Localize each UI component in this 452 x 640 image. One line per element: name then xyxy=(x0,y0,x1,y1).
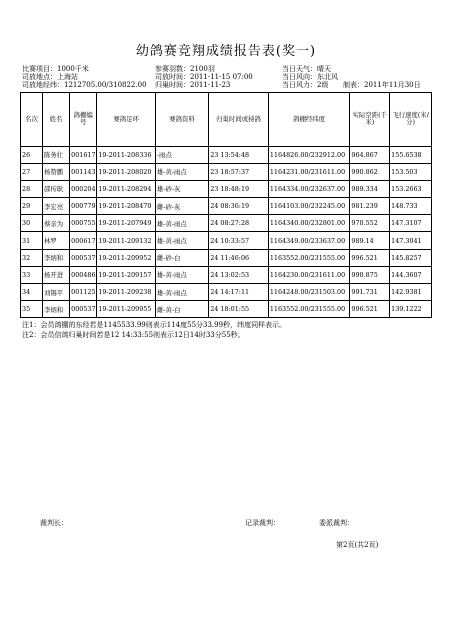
table-row xyxy=(21,180,432,197)
info-weather: 当日天气：晴天 xyxy=(282,65,331,73)
table-row xyxy=(21,232,432,249)
header-return-time: 归巢时间或持鸽 xyxy=(209,93,269,147)
info-release-site: 司放地点：上海站 xyxy=(22,73,78,81)
info-return-time: 归巢时间：2011-11-23 xyxy=(155,81,231,89)
ring-cell: 19-2011-209952 xyxy=(97,249,156,266)
loft-id-cell: 000204 xyxy=(70,180,97,197)
rank-cell: 32 xyxy=(21,249,43,266)
clock-time-cell: 23 18:57:37 xyxy=(209,163,269,180)
info-coordinates: 司放地经纬：1212705.00/310822.00 xyxy=(22,81,147,89)
name-cell: 陈务壮 xyxy=(42,146,69,163)
distance-cell: 981.239 xyxy=(350,198,390,215)
clock-time-cell: 24 11:46:06 xyxy=(209,249,269,266)
header-speed: 飞行速度(米/分) xyxy=(390,93,432,147)
results-table xyxy=(20,92,432,318)
loft-id-cell: 000537 xyxy=(70,301,97,318)
rank-cell: 28 xyxy=(21,180,43,197)
pigeon-info-cell: -雨点 xyxy=(155,146,208,163)
loft-coords-cell: 1164349.00/233637.00 xyxy=(268,232,350,249)
name-cell: 李炳和 xyxy=(42,249,69,266)
speed-cell: 142.9381 xyxy=(390,284,432,301)
loft-id-cell: 000537 xyxy=(70,249,97,266)
distance-cell: 996.521 xyxy=(350,249,390,266)
name-cell: 李炳和 xyxy=(42,301,69,318)
loft-id-cell: 001125 xyxy=(70,284,97,301)
header-loft-coords: 鸽棚经纬度 xyxy=(268,93,350,147)
speed-cell: 147.3107 xyxy=(390,215,432,232)
ring-cell: 19-2011-208336 xyxy=(97,146,156,163)
loft-id-cell: 001617 xyxy=(70,146,97,163)
name-cell: 李宏亮 xyxy=(42,198,69,215)
name-cell: 刘锡平 xyxy=(42,284,69,301)
rank-cell: 33 xyxy=(21,266,43,283)
ring-cell: 19-2011-208294 xyxy=(97,180,156,197)
rank-cell: 31 xyxy=(21,232,43,249)
table-row xyxy=(21,249,432,266)
distance-cell: 990.875 xyxy=(350,266,390,283)
distance-cell: 964.867 xyxy=(350,146,390,163)
speed-cell: 147.3041 xyxy=(390,232,432,249)
loft-coords-cell: 1164248.00/231503.00 xyxy=(268,284,350,301)
distance-cell: 970.552 xyxy=(350,215,390,232)
note-2: 注2：会员信鸽归巢时间若是12 14:33:55则表示12日14时33分55秒。 xyxy=(22,331,245,339)
ring-cell: 19-2011-207949 xyxy=(97,215,156,232)
table-row xyxy=(21,163,432,180)
speed-cell: 153.2663 xyxy=(390,180,432,197)
notes xyxy=(22,320,286,340)
rank-cell: 29 xyxy=(21,198,43,215)
table-row xyxy=(21,266,432,283)
info-wind-direction: 当日风向：东北风 xyxy=(282,73,338,81)
loft-coords-cell: 1164230.00/231611.00 xyxy=(268,266,350,283)
header-distance: 实际空距(千米) xyxy=(350,93,390,147)
ring-cell: 19-2011-208020 xyxy=(97,163,156,180)
pigeon-info-cell: 雌-砂-白 xyxy=(155,249,208,266)
name-cell: 邵传耿 xyxy=(42,180,69,197)
ring-cell: 19-2011-209955 xyxy=(97,301,156,318)
report-title: 幼鸽赛竞翔成绩报告表(奖一) xyxy=(135,44,317,59)
distance-cell: 989.14 xyxy=(350,232,390,249)
loft-coords-cell: 1164340.00/232801.00 xyxy=(268,215,350,232)
rank-cell: 35 xyxy=(21,301,43,318)
info-project: 比赛项目：1000千米 xyxy=(22,65,89,73)
clock-time-cell: 24 14:17:11 xyxy=(209,284,269,301)
loft-coords-cell: 1164826.00/232912.00 xyxy=(268,146,350,163)
clock-time-cell: 23 13:54:48 xyxy=(209,146,269,163)
loft-id-cell: 001143 xyxy=(70,163,97,180)
header-ring: 赛鸽足环 xyxy=(97,93,156,147)
ring-cell: 19-2011-209157 xyxy=(97,266,156,283)
table-header-row xyxy=(21,93,432,147)
speed-cell: 155.6538 xyxy=(390,146,432,163)
table-row xyxy=(21,146,432,163)
signature-recorder: 记录裁判： xyxy=(245,519,280,527)
pigeon-info-cell: 雄-黄-雨点 xyxy=(155,266,208,283)
loft-coords-cell: 1163552.00/231555.00 xyxy=(268,249,350,266)
loft-coords-cell: 1164231.00/231611.00 xyxy=(268,163,350,180)
pigeon-info-cell: 雌-黄-白 xyxy=(155,301,208,318)
ring-cell: 19-2011-209238 xyxy=(97,284,156,301)
rank-cell: 34 xyxy=(21,284,43,301)
info-wind-force: 当日风力：2级 xyxy=(282,81,329,89)
info-entries: 参赛羽数：2100羽 xyxy=(155,65,215,73)
table-row xyxy=(21,301,432,318)
pigeon-info-cell: 雄-黄-雨点 xyxy=(155,215,208,232)
pigeon-info-cell: 雄-砂-灰 xyxy=(155,180,208,197)
rank-cell: 30 xyxy=(21,215,43,232)
clock-time-cell: 24 08:27:28 xyxy=(209,215,269,232)
signature-committee: 委派裁判： xyxy=(319,519,354,527)
loft-id-cell: 000617 xyxy=(70,232,97,249)
speed-cell: 153.503 xyxy=(390,163,432,180)
distance-cell: 990.862 xyxy=(350,163,390,180)
rank-cell: 26 xyxy=(21,146,43,163)
loft-coords-cell: 1163552.00/231555.00 xyxy=(268,301,350,318)
header-name: 姓名 xyxy=(42,93,69,147)
ring-cell: 19-2011-208470 xyxy=(97,198,156,215)
distance-cell: 996.521 xyxy=(350,301,390,318)
signature-referee: 裁判长： xyxy=(40,519,68,527)
clock-time-cell: 24 13:02:53 xyxy=(209,266,269,283)
header-pigeon-info: 赛鸽资料 xyxy=(155,93,208,147)
pigeon-info-cell: 雄-黄-雨点 xyxy=(155,284,208,301)
pigeon-info-cell: 雌-砂-灰 xyxy=(155,198,208,215)
info-made-date: 制表：2011年11月30日 xyxy=(343,81,421,89)
clock-time-cell: 24 18:01:55 xyxy=(209,301,269,318)
name-cell: 杨开进 xyxy=(42,266,69,283)
speed-cell: 139.1222 xyxy=(390,301,432,318)
header-rank: 名次 xyxy=(21,93,43,147)
speed-cell: 144.3607 xyxy=(390,266,432,283)
loft-id-cell: 000755 xyxy=(70,215,97,232)
ring-cell: 19-2011-209132 xyxy=(97,232,156,249)
clock-time-cell: 23 18:48:19 xyxy=(209,180,269,197)
loft-id-cell: 000779 xyxy=(70,198,97,215)
distance-cell: 989.334 xyxy=(350,180,390,197)
clock-time-cell: 24 08:36:19 xyxy=(209,198,269,215)
loft-id-cell: 000486 xyxy=(70,266,97,283)
info-release-time: 司放时间：2011-11-15 07:00 xyxy=(155,73,253,81)
loft-coords-cell: 1164103.00/232245.00 xyxy=(268,198,350,215)
speed-cell: 145.8257 xyxy=(390,249,432,266)
page-number: 第2页(共2页) xyxy=(336,541,379,549)
distance-cell: 991.731 xyxy=(350,284,390,301)
header-loft-id: 鸽棚编号 xyxy=(70,93,97,147)
table-row xyxy=(21,284,432,301)
name-cell: 蔡亲为 xyxy=(42,215,69,232)
pigeon-info-cell: 雄-黄-雨点 xyxy=(155,163,208,180)
speed-cell: 148.733 xyxy=(390,198,432,215)
table-row xyxy=(21,198,432,215)
rank-cell: 27 xyxy=(21,163,43,180)
name-cell: 林罗 xyxy=(42,232,69,249)
pigeon-info-cell: 雄-黄-雨点 xyxy=(155,232,208,249)
table-row xyxy=(21,215,432,232)
loft-coords-cell: 1164334.00/232637.00 xyxy=(268,180,350,197)
note-1: 注1：会员鸽棚的东经若是1145533.99则表示114度55分33.99秒，纬度同样表示。 xyxy=(22,321,287,329)
clock-time-cell: 24 10:33:57 xyxy=(209,232,269,249)
name-cell: 杨赞鹏 xyxy=(42,163,69,180)
